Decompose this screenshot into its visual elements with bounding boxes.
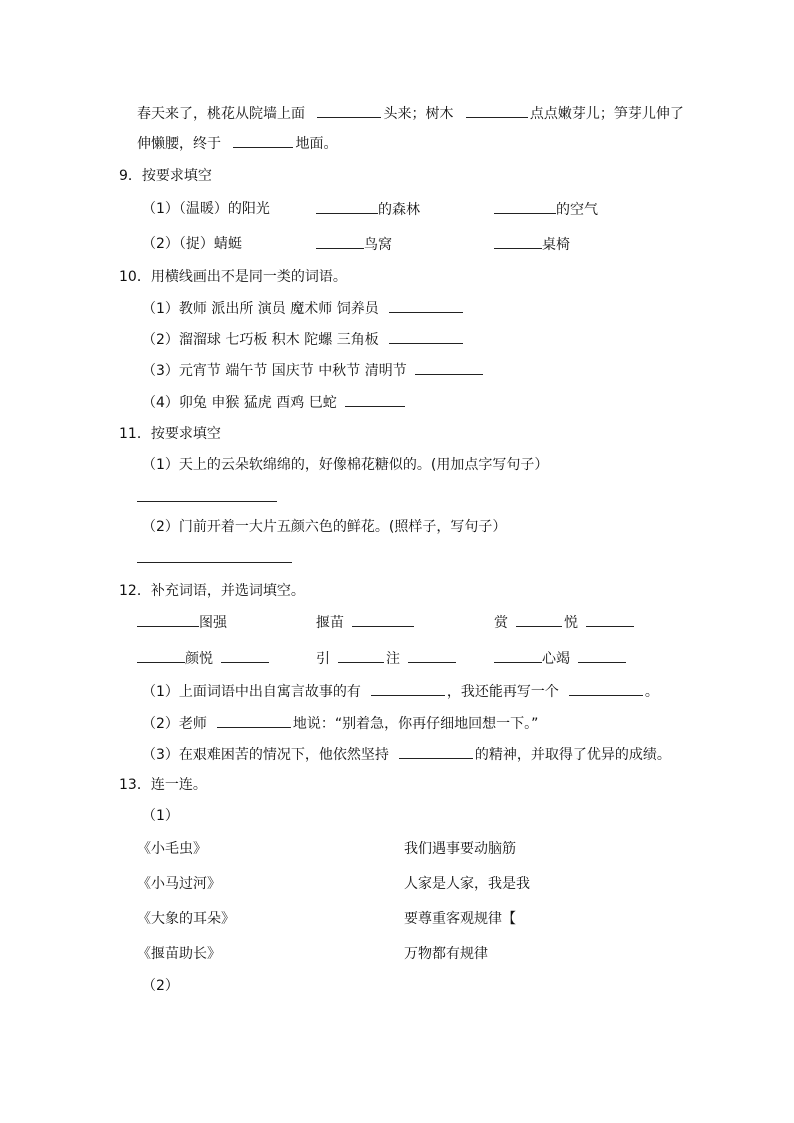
blank[interactable] <box>338 649 384 663</box>
answer-line[interactable] <box>137 549 292 563</box>
blank[interactable] <box>494 200 556 214</box>
q10-item-1: （1）教师 派出所 演员 魔术师 饲养员 <box>142 299 463 318</box>
q13-right-4[interactable]: 万物都有规律 <box>404 946 488 962</box>
question-12-title: 12．补充词语，并选词填空。 <box>119 583 305 599</box>
blank[interactable] <box>317 104 381 118</box>
blank[interactable] <box>217 714 291 728</box>
q12-word-4: 颜悦 <box>137 649 269 668</box>
q9-r2-c1: （2）（捉）蜻蜓 <box>142 236 242 252</box>
q9-r1-c2: 的森林 <box>316 200 420 219</box>
q11-sentence-1: （1）天上的云朵软绵绵的，好像棉花糖似的。(用加点字写句子） <box>142 457 549 473</box>
blank[interactable] <box>221 649 269 663</box>
q13-left-3[interactable]: 《大象的耳朵》 <box>137 911 235 927</box>
q12-sentence-2: （2）老师 地说：“别着急，你再仔细地回想一下。” <box>142 716 539 732</box>
q12-word-2: 揠苗 <box>316 613 414 632</box>
blank[interactable] <box>408 649 456 663</box>
q9-r2-c3: 桌椅 <box>494 235 570 254</box>
q8-text: 伸懒腰，终于 <box>137 136 221 152</box>
q12-word-1: 图强 <box>137 613 227 632</box>
blank[interactable] <box>466 104 528 118</box>
blank[interactable] <box>494 649 542 663</box>
q8-text: 头来；树木 <box>383 106 454 122</box>
q13-left-1[interactable]: 《小毛虫》 <box>137 841 207 857</box>
question-13-title: 13．连一连。 <box>119 777 207 793</box>
q13-right-1[interactable]: 我们遇事要动脑筋 <box>404 841 516 857</box>
q10-item-3: （3）元宵节 端午节 国庆节 中秋节 清明节 <box>142 361 483 380</box>
q11-sentence-2: （2）门前开着一大片五颜六色的鲜花。(照样子，写句子） <box>142 519 507 535</box>
q12-word-6: 心竭 <box>494 649 626 668</box>
q12-word-3: 赏 悦 <box>494 613 634 632</box>
blank[interactable] <box>578 649 626 663</box>
q8-text: 点点嫩芽儿；笋芽儿伸了 <box>529 106 684 122</box>
blank[interactable] <box>415 361 483 375</box>
blank[interactable] <box>371 682 445 696</box>
question-10-title: 10．用横线画出不是同一类的词语。 <box>119 269 347 285</box>
blank[interactable] <box>233 134 293 148</box>
q8-line-1 <box>137 104 684 123</box>
q13-right-3[interactable]: 要尊重客观规律【 <box>404 911 516 927</box>
blank[interactable] <box>516 613 562 627</box>
q13-left-4[interactable]: 《揠苗助长》 <box>137 946 221 962</box>
blank[interactable] <box>345 393 405 407</box>
answer-line[interactable] <box>137 488 277 502</box>
q8-line-2 <box>137 134 337 153</box>
blank[interactable] <box>137 613 199 627</box>
q8-text: 春天来了，桃花从院墙上面 <box>137 106 305 122</box>
blank[interactable] <box>137 649 185 663</box>
question-11-title: 11．按要求填空 <box>119 426 221 442</box>
q13-left-2[interactable]: 《小马过河》 <box>137 876 221 892</box>
q10-item-2: （2）溜溜球 七巧板 积木 陀螺 三角板 <box>142 330 463 349</box>
blank[interactable] <box>389 299 463 313</box>
q9-r1-c3: 的空气 <box>494 200 598 219</box>
blank[interactable] <box>586 613 634 627</box>
q9-r2-c2: 鸟窝 <box>316 235 392 254</box>
question-9-title: 9．按要求填空 <box>119 168 212 184</box>
blank[interactable] <box>569 682 643 696</box>
blank[interactable] <box>352 613 414 627</box>
q12-word-5: 引 注 <box>316 649 456 668</box>
blank[interactable] <box>399 745 473 759</box>
blank[interactable] <box>494 235 542 249</box>
blank[interactable] <box>316 200 378 214</box>
q13-sub-2: （2） <box>142 978 179 994</box>
q12-sentence-3: （3）在艰难困苦的情况下，他依然坚持 的精神，并取得了优异的成绩。 <box>142 747 671 763</box>
q9-r1-c1: （1）（温暖）的阳光 <box>142 201 270 217</box>
q8-text: 地面。 <box>295 136 338 152</box>
blank[interactable] <box>389 330 463 344</box>
blank[interactable] <box>316 235 364 249</box>
q12-sentence-1: （1）上面词语中出自寓言故事的有 ，我还能再写一个 。 <box>142 684 659 700</box>
q13-sub-1: （1） <box>142 808 179 824</box>
q13-right-2[interactable]: 人家是人家，我是我 <box>404 876 530 892</box>
q10-item-4: （4）卯兔 申猴 猛虎 酉鸡 巳蛇 <box>142 393 405 412</box>
